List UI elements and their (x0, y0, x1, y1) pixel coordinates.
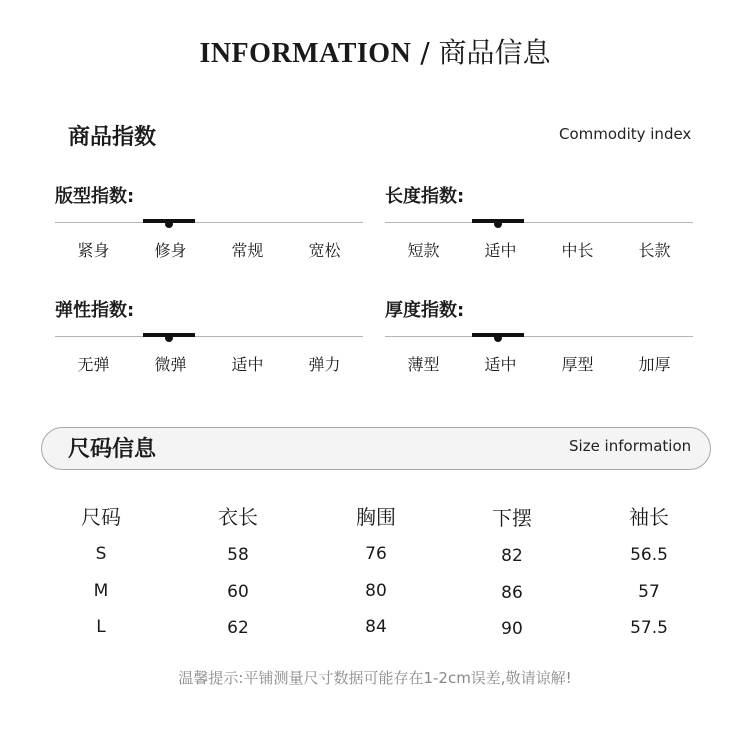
table-cell: 56.5 (630, 545, 668, 565)
title-chinese: 商品信息 (438, 36, 551, 69)
index-label: 弹性指数: (55, 300, 135, 321)
table-header-sleeve: 袖长 (629, 505, 669, 529)
index-option-selected: 适中 (484, 355, 517, 374)
index-option: 弹力 (308, 355, 341, 374)
commodity-index-heading: 商品指数 (68, 125, 157, 150)
table-cell: M (93, 581, 109, 601)
table-header-length: 衣长 (218, 505, 258, 529)
index-option: 适中 (231, 355, 264, 374)
table-cell: 76 (365, 544, 387, 564)
table-cell: 57 (638, 582, 660, 602)
index-option: 薄型 (407, 355, 440, 374)
title-english: INFORMATION (199, 38, 412, 69)
table-cell: 57.5 (630, 618, 668, 638)
index-option: 无弹 (77, 355, 110, 374)
index-selected-dot (165, 334, 173, 342)
index-option: 短款 (407, 241, 440, 260)
size-info-heading: 尺码信息 (68, 437, 157, 462)
index-option: 加厚 (638, 355, 671, 374)
table-cell: S (95, 544, 107, 564)
index-options (385, 238, 693, 262)
table-cell: 62 (227, 618, 249, 638)
commodity-index-subheading: Commodity index (559, 125, 692, 143)
index-options (55, 238, 363, 262)
index-elasticity (55, 296, 363, 386)
index-thickness (385, 296, 693, 386)
index-option: 宽松 (308, 241, 341, 260)
table-header-hem: 下摆 (492, 506, 532, 530)
index-option: 厚型 (561, 355, 594, 374)
index-selected-dot (494, 334, 502, 342)
index-length (385, 182, 693, 272)
table-cell: 58 (227, 545, 249, 565)
title-separator: / (411, 36, 439, 69)
index-option-selected: 修身 (154, 241, 187, 260)
table-cell: 80 (365, 581, 387, 601)
index-options (385, 352, 693, 376)
table-header-size: 尺码 (81, 505, 121, 529)
index-selected-dot (494, 220, 502, 228)
index-scale-line (55, 336, 363, 337)
table-cell: L (96, 617, 106, 637)
table-cell: 82 (501, 546, 523, 566)
index-options (55, 352, 363, 376)
table-cell: 84 (365, 617, 387, 637)
index-label: 厚度指数: (385, 300, 465, 321)
table-cell: 60 (227, 582, 249, 602)
size-info-subheading: Size information (569, 437, 692, 455)
index-option-selected: 适中 (484, 241, 517, 260)
index-option: 紧身 (77, 241, 110, 260)
index-scale-line (55, 222, 363, 223)
index-option: 长款 (638, 241, 671, 260)
index-option: 常规 (231, 241, 264, 260)
index-option-selected: 微弹 (154, 355, 187, 374)
index-scale-line (385, 222, 693, 223)
index-label: 版型指数: (55, 186, 135, 207)
index-option: 中长 (561, 241, 594, 260)
table-header-chest: 胸围 (356, 505, 396, 529)
index-selected-dot (165, 220, 173, 228)
table-cell: 90 (501, 619, 523, 639)
index-fit (55, 182, 363, 272)
index-scale-line (385, 336, 693, 337)
table-cell: 86 (501, 583, 523, 603)
page-title (0, 30, 750, 77)
index-label: 长度指数: (385, 186, 465, 207)
measurement-note: 温馨提示:平铺测量尺寸数据可能存在1-2cm误差,敬请谅解! (178, 669, 572, 687)
